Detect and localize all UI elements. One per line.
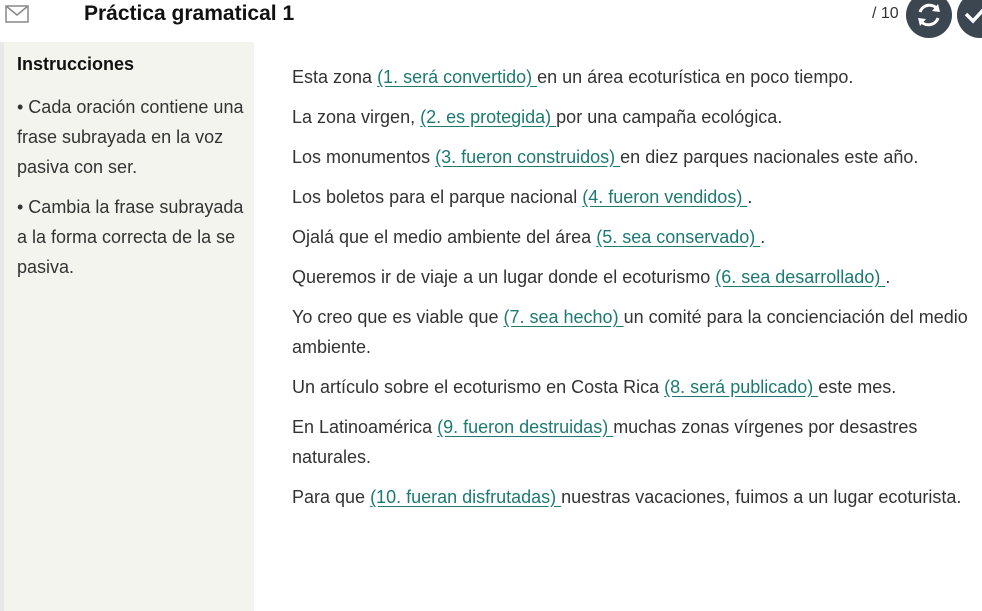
sentence-2	[292, 102, 972, 132]
sentence-6	[292, 262, 972, 292]
sentence-text: .	[760, 227, 766, 247]
sentence-10	[292, 482, 972, 512]
sentence-text: en diez parques nacionales este año.	[620, 147, 919, 167]
sentence-3	[292, 142, 972, 172]
sentence-4	[292, 182, 972, 212]
blank-9[interactable]: (9. fueron destruidas)	[437, 417, 614, 437]
sentence-text: Para que	[292, 487, 371, 507]
sentence-text: muchas zonas vírgenes por desastres naturales.	[292, 417, 918, 467]
activity-header	[0, 0, 982, 42]
sentence-text: Esta zona	[292, 67, 378, 87]
blank-8[interactable]: (8. será publicado)	[664, 377, 819, 397]
sentence-text: Queremos ir de viaje a un lugar donde el ecoturismo	[292, 267, 716, 287]
reset-icon	[913, 0, 945, 31]
sentence-text: Los boletos para el parque nacional	[292, 187, 583, 207]
sentence-7	[292, 302, 972, 362]
sentence-text: este mes.	[818, 377, 897, 397]
blank-10[interactable]: (10. fueran disfrutadas)	[370, 487, 562, 507]
blank-4[interactable]: (4. fueron vendidos)	[582, 187, 748, 207]
sentence-8	[292, 372, 972, 402]
check-answers-button[interactable]	[957, 0, 982, 38]
sentence-text: Los monumentos	[292, 147, 436, 167]
sentence-text: .	[885, 267, 891, 287]
sentence-text: nuestras vacaciones, fuimos a un lugar ecoturista.	[561, 487, 962, 507]
blank-5[interactable]: (5. sea conservado)	[596, 227, 761, 247]
mail-icon[interactable]	[5, 5, 29, 23]
instruction-item: • Cambia la frase subrayada a la forma correcta de la se pasiva.	[17, 197, 244, 277]
reset-button[interactable]	[906, 0, 952, 38]
instructions-heading: Instrucciones	[17, 54, 135, 74]
sentence-text: Yo creo que es viable que	[292, 307, 504, 327]
score-total: / 10	[872, 5, 899, 22]
sentence-9	[292, 412, 972, 472]
sentence-text: un comité para la concienciación del medio ambiente.	[292, 307, 968, 357]
instructions-list	[17, 92, 247, 292]
check-icon	[963, 4, 982, 24]
exercise-sentences	[292, 62, 972, 522]
blank-6[interactable]: (6. sea desarrollado)	[715, 267, 886, 287]
sentence-text: Un artículo sobre el ecoturismo en Costa Rica	[292, 377, 665, 397]
blank-1[interactable]: (1. será convertido)	[377, 67, 538, 87]
sentence-text: La zona virgen,	[292, 107, 421, 127]
blank-2[interactable]: (2. es protegida)	[420, 107, 557, 127]
sentence-5	[292, 222, 972, 252]
blank-7[interactable]: (7. sea hecho)	[503, 307, 624, 327]
sentence-text: .	[747, 187, 753, 207]
sentence-text: En Latinoamérica	[292, 417, 438, 437]
sentence-text: Ojalá que el medio ambiente del área	[292, 227, 597, 247]
instructions-panel	[4, 42, 254, 611]
instruction-item: • Cada oración contiene una frase subrayada en la voz pasiva con ser.	[17, 97, 244, 177]
page-title: Práctica gramatical 1	[84, 2, 295, 25]
sentence-text: en un área ecoturística en poco tiempo.	[537, 67, 854, 87]
sentence-1	[292, 62, 972, 92]
sentence-text: por una campaña ecológica.	[556, 107, 783, 127]
blank-3[interactable]: (3. fueron construidos)	[435, 147, 621, 167]
